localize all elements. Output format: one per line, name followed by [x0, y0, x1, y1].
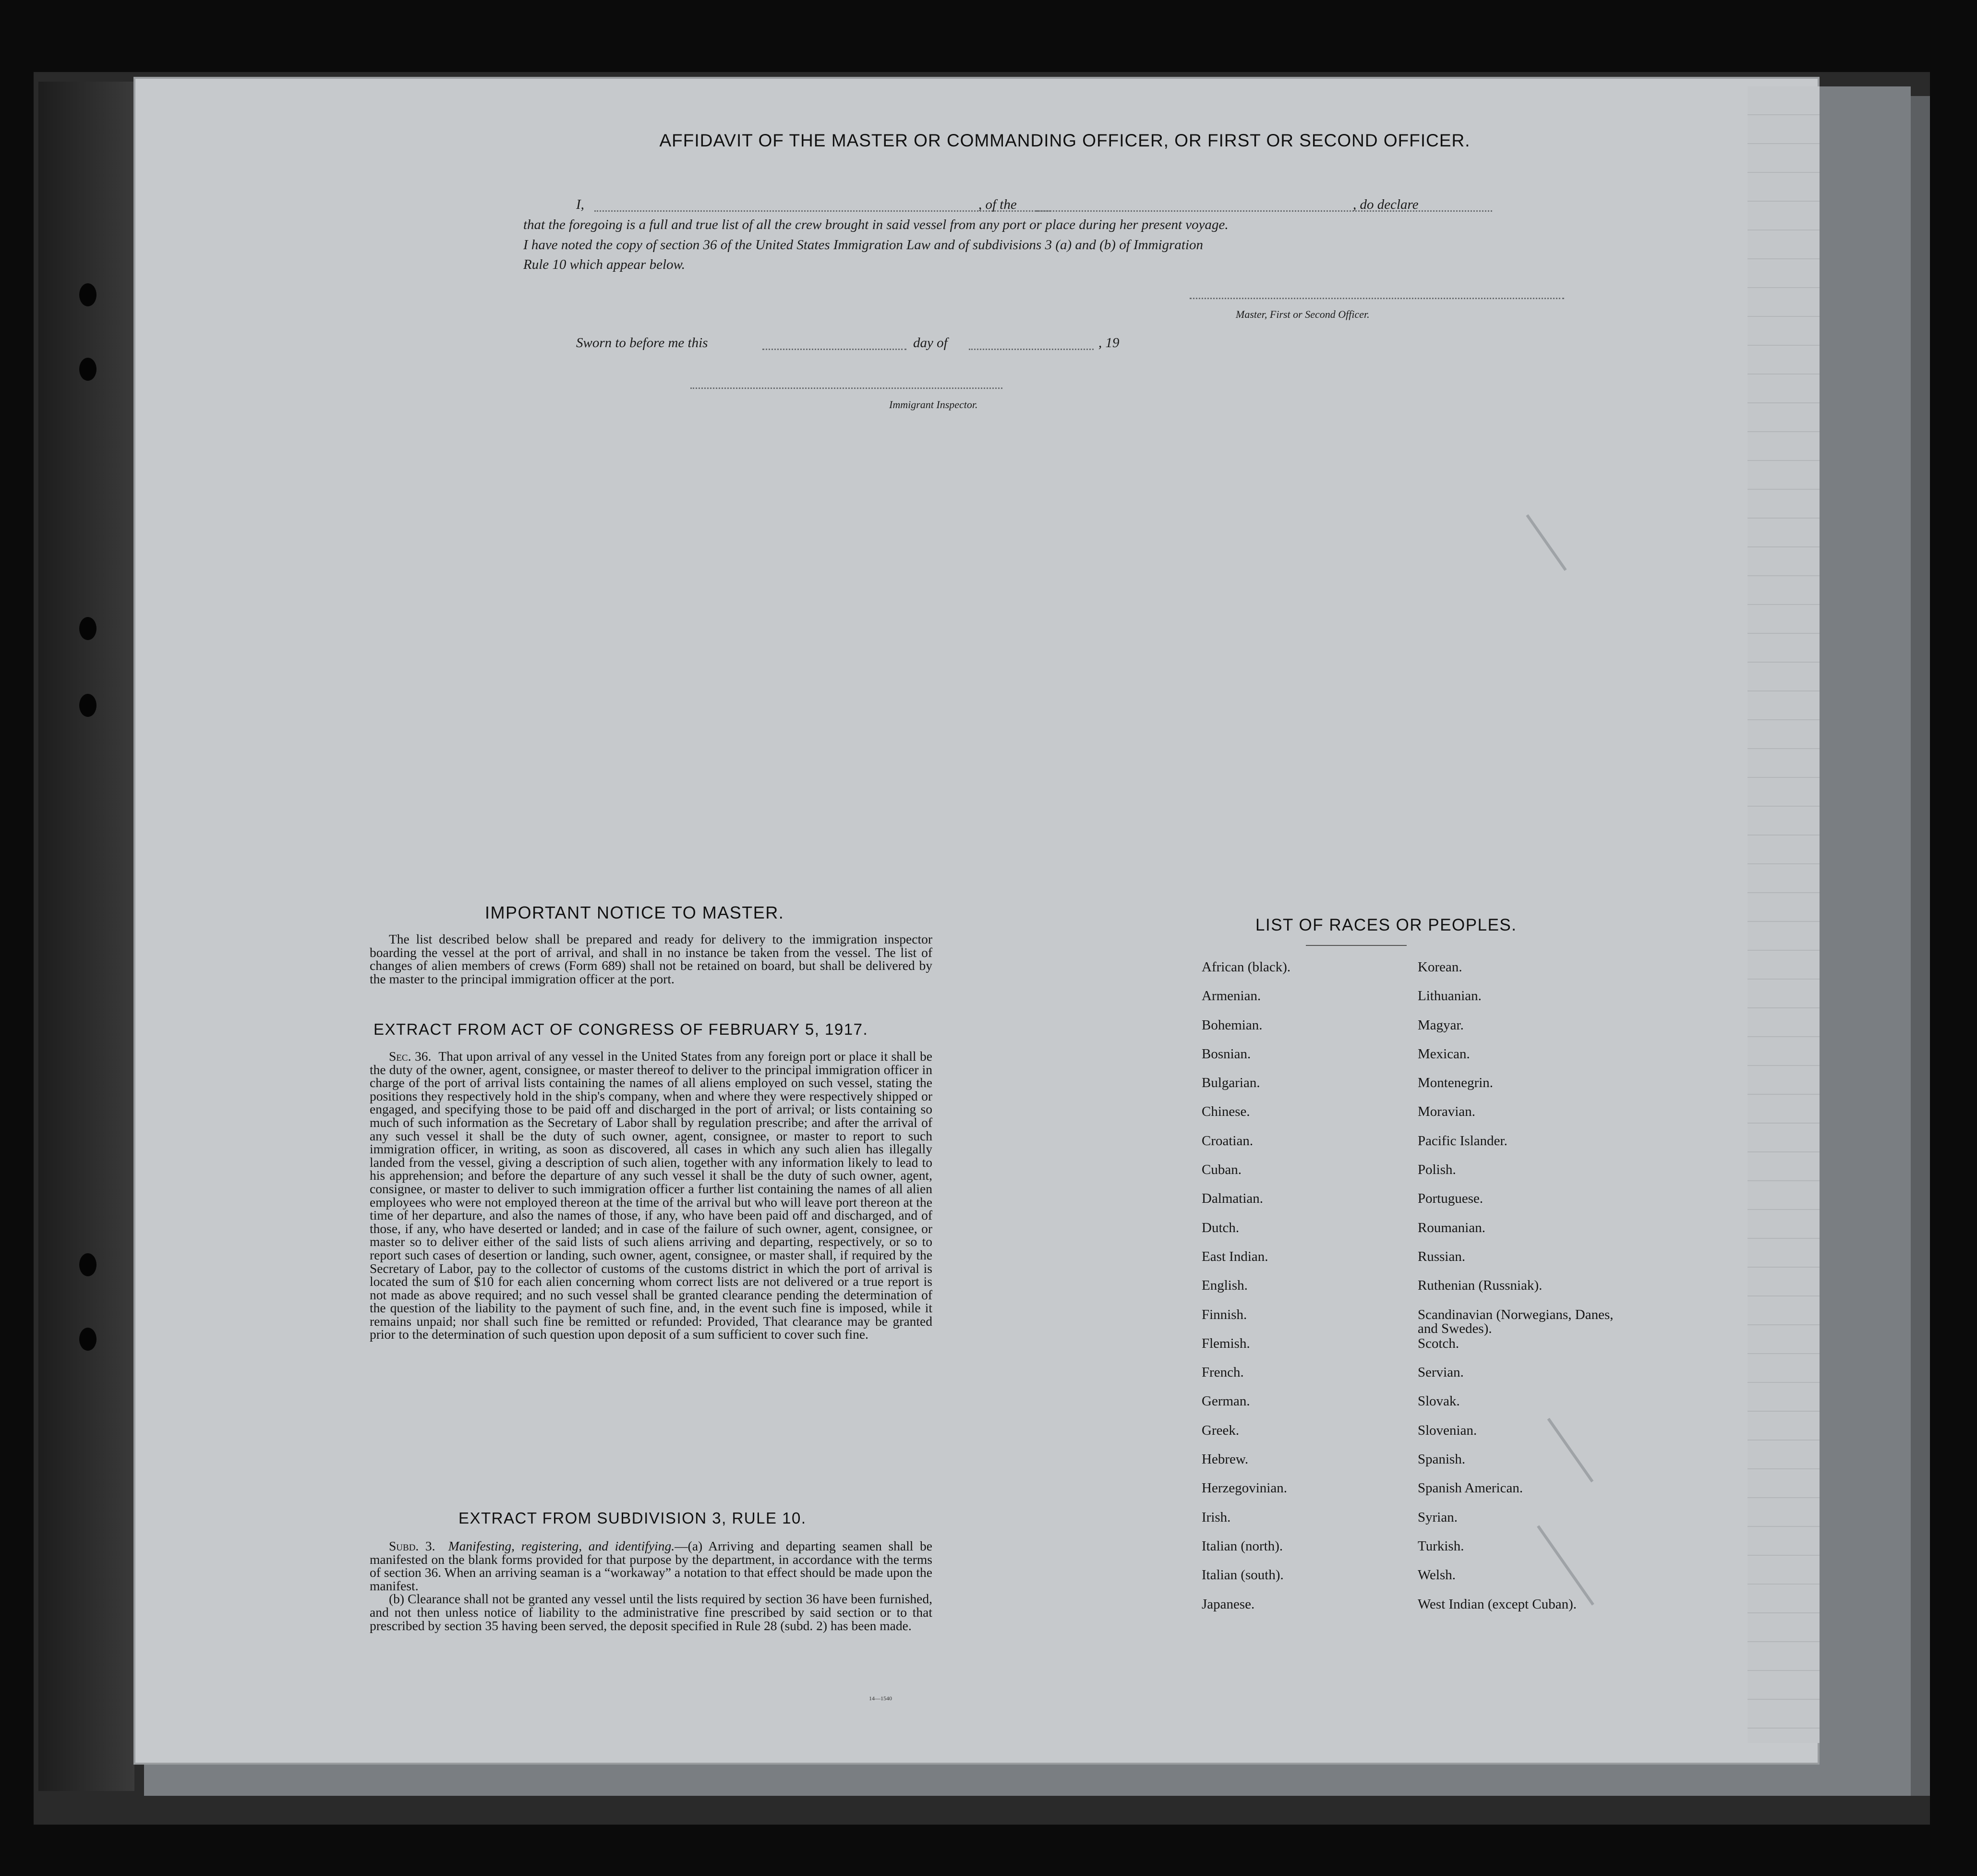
affidavit-do-declare: , do declare — [1353, 197, 1419, 212]
race-item: Ruthenian (Russniak). — [1418, 1278, 1543, 1294]
race-item: Korean. — [1418, 959, 1462, 975]
race-item: Bulgarian. — [1202, 1075, 1260, 1091]
race-item: Dutch. — [1202, 1220, 1240, 1235]
binder-spine — [38, 82, 134, 1791]
binder-hole — [79, 694, 96, 717]
race-item: Slovak. — [1418, 1393, 1460, 1409]
races-left-column — [1202, 960, 1290, 1626]
fill-line — [969, 349, 1094, 350]
affidavit-line-4: Rule 10 which appear below. — [523, 257, 685, 272]
year-text: , 19 — [1098, 335, 1120, 351]
binder-hole — [79, 1328, 96, 1351]
subdivision-para-a: —(a) Arriving and departing seamen shall be manifested on the blank forms provided for that purpose by the department, in accordance with the terms of section 36. When an arriving seaman is a “workaway” a notation to that effect should be made upon the manifest. — [370, 1538, 932, 1593]
binder-hole — [79, 617, 96, 640]
race-item: Scandinavian (Norwegians, Danes, and Swedes). — [1418, 1307, 1614, 1336]
race-item: Pacific Islander. — [1418, 1133, 1507, 1149]
race-item: Italian (south). — [1202, 1567, 1284, 1583]
notice-paragraph: The list described below shall be prepared and ready for delivery to the immigration inspector boarding the vessel at the port of arrival, and shall in no instance be taken from the vessel. The list of changes of alien members of crews (Form 689) shall not be retained on board, but shall be delivered by the master to the principal immigration officer at the port. — [370, 932, 932, 986]
fill-line — [1036, 210, 1492, 212]
race-item: Cuban. — [1202, 1162, 1242, 1178]
race-item: Hebrew. — [1202, 1452, 1249, 1467]
race-item: Scotch. — [1418, 1335, 1459, 1351]
binder-hole — [79, 283, 96, 306]
race-item: Greek. — [1202, 1422, 1240, 1438]
race-item: Japanese. — [1202, 1596, 1255, 1612]
races-right-column — [1418, 960, 1624, 1626]
race-item: Flemish. — [1202, 1335, 1250, 1351]
race-item: Servian. — [1418, 1365, 1464, 1380]
form-number: 14—1540 — [869, 1695, 892, 1702]
subdivision-heading: Manifesting, registering, and identifying. — [448, 1538, 675, 1553]
extract-act-title: EXTRACT FROM ACT OF CONGRESS OF FEBRUARY 5, 1917. — [374, 1020, 868, 1038]
race-item: Croatian. — [1202, 1133, 1254, 1149]
race-item: Chinese. — [1202, 1104, 1250, 1120]
race-item: Italian (north). — [1202, 1538, 1283, 1554]
affidavit-line-3: I have noted the copy of section 36 of the United States Immigration Law and of subdivisions 3 (a) and (b) of Immigration — [523, 237, 1204, 253]
bleed-through-grid — [1748, 86, 1820, 1743]
race-item: German. — [1202, 1393, 1250, 1409]
affidavit-title: AFFIDAVIT OF THE MASTER OR COMMANDING OFFICER, OR FIRST OR SECOND OFFICER. — [659, 131, 1471, 150]
races-title-rule — [1306, 945, 1407, 946]
race-item: Magyar. — [1418, 1017, 1464, 1033]
fill-line — [762, 349, 906, 350]
notice-text — [370, 932, 932, 985]
race-item: Bosnian. — [1202, 1046, 1251, 1062]
race-item: Irish. — [1202, 1509, 1231, 1525]
race-item: Bohemian. — [1202, 1017, 1263, 1033]
affidavit-line-2: that the foregoing is a full and true list of all the crew brought in said vessel from any port or place during her present voyage. — [523, 217, 1229, 232]
race-item: Portuguese. — [1418, 1191, 1483, 1207]
subdivision-para-b: (b) Clearance shall not be granted any vessel until the lists required by section 36 have been furnished, and not then unless notice of liability to the administrative fine prescribed by said section or to that prescribed by section 35 having been served, the deposit specified in Rule 28 (subd. 2) has been made. — [370, 1591, 932, 1633]
day-of-text: day of — [913, 335, 948, 351]
extract-act-text — [370, 1050, 932, 1341]
signature-line — [1190, 298, 1564, 299]
race-item: Roumanian. — [1418, 1220, 1485, 1235]
race-item: West Indian (except Cuban). — [1418, 1596, 1577, 1612]
manifest-page — [133, 77, 1820, 1765]
binder-hole — [79, 1253, 96, 1276]
section-36-text: That upon arrival of any vessel in the United States from any foreign port or place it shall be the duty of the owner, agent, consignee, or master thereof to deliver to the principal immigration officer in charge of the port of arrival lists containing the names of all aliens employed on such vessel, stating the positions they respectively hold in the ship's company, when and where they were respectively shipped or engaged, and specifying those to be paid off and discharged in the port of arrival; or lists containing so much of such information as the Secretary of Labor shall by regulation prescribe; and after the arrival of any such vessel it shall be the duty of such owner, agent, consignee, or master to report to such immigration officer, in writing, as soon as discovered, all cases in which any such alien has illegally landed from the vessel, giving a description of such alien, together with any information likely to lead to his apprehension; and before the departure of any such vessel it shall be the duty of such owner, agent, consignee, or master to deliver to such immigration officer a further list containing the names of all alien employees who were not employed thereon at the time of the arrival but who will leave port thereon at the time of her departure, and also the names of those, if any, who have been paid off and discharged, and of those, if any, who have deserted or landed; and in case of the failure of such owner, agent, consignee, or master so to deliver either of the said lists of such aliens arriving and departing, respectively, or so to report such cases of desertion or landing, such owner, agent, consignee, or master shall, if required by the Secretary of Labor, pay to the collector of customs of the customs district in which the port of arrival is located the sum of $10 for each alien concerning whom correct lists are not delivered or a true report is not made as above required; and no such vessel shall be granted clearance pending the determination of the question of the liability to the payment of such fine, and, in the event such fine is imposed, while it remains unpaid; nor shall such fine be remitted or refunded: Provided, That clearance may be granted prior to the determination of such question upon deposit of a sum sufficient to cover such fine. — [370, 1049, 933, 1342]
race-item: English. — [1202, 1278, 1248, 1294]
race-item: Moravian. — [1418, 1104, 1475, 1120]
extract-rule-text — [370, 1539, 932, 1632]
bleed-through-mark — [1526, 514, 1567, 571]
affidavit-of-the: , of the — [978, 197, 1017, 212]
sworn-text: Sworn to before me this — [576, 335, 708, 351]
race-item: Spanish American. — [1418, 1480, 1523, 1496]
race-item: Turkish. — [1418, 1538, 1464, 1554]
race-item: Mexican. — [1418, 1046, 1470, 1062]
race-item: Finnish. — [1202, 1307, 1247, 1322]
race-item: African (black). — [1202, 959, 1291, 975]
binder-hole — [79, 358, 96, 381]
notice-title: IMPORTANT NOTICE TO MASTER. — [485, 903, 784, 922]
race-item: Armenian. — [1202, 988, 1261, 1004]
race-item: Russian. — [1418, 1248, 1466, 1264]
signature-line — [690, 387, 1002, 389]
race-item: Herzegovinian. — [1202, 1480, 1287, 1496]
section-label: Sec. 36. — [389, 1049, 432, 1064]
subdivision-label: Subd. 3. — [389, 1538, 435, 1553]
affidavit-line-i: I, — [576, 197, 584, 212]
race-item: Slovenian. — [1418, 1422, 1477, 1438]
race-item: Montenegrin. — [1418, 1075, 1494, 1091]
race-item: French. — [1202, 1365, 1244, 1380]
race-item: Syrian. — [1418, 1509, 1458, 1525]
race-item: Spanish. — [1418, 1452, 1466, 1467]
master-signature-label: Master, First or Second Officer. — [1236, 308, 1370, 320]
race-item: Welsh. — [1418, 1567, 1456, 1583]
race-item: Dalmatian. — [1202, 1191, 1264, 1207]
races-title: LIST OF RACES OR PEOPLES. — [1255, 916, 1517, 934]
race-item: Polish. — [1418, 1162, 1456, 1178]
race-item: East Indian. — [1202, 1248, 1268, 1264]
race-item: Lithuanian. — [1418, 988, 1482, 1004]
inspector-signature-label: Immigrant Inspector. — [889, 399, 978, 411]
extract-rule-title: EXTRACT FROM SUBDIVISION 3, RULE 10. — [458, 1509, 807, 1527]
